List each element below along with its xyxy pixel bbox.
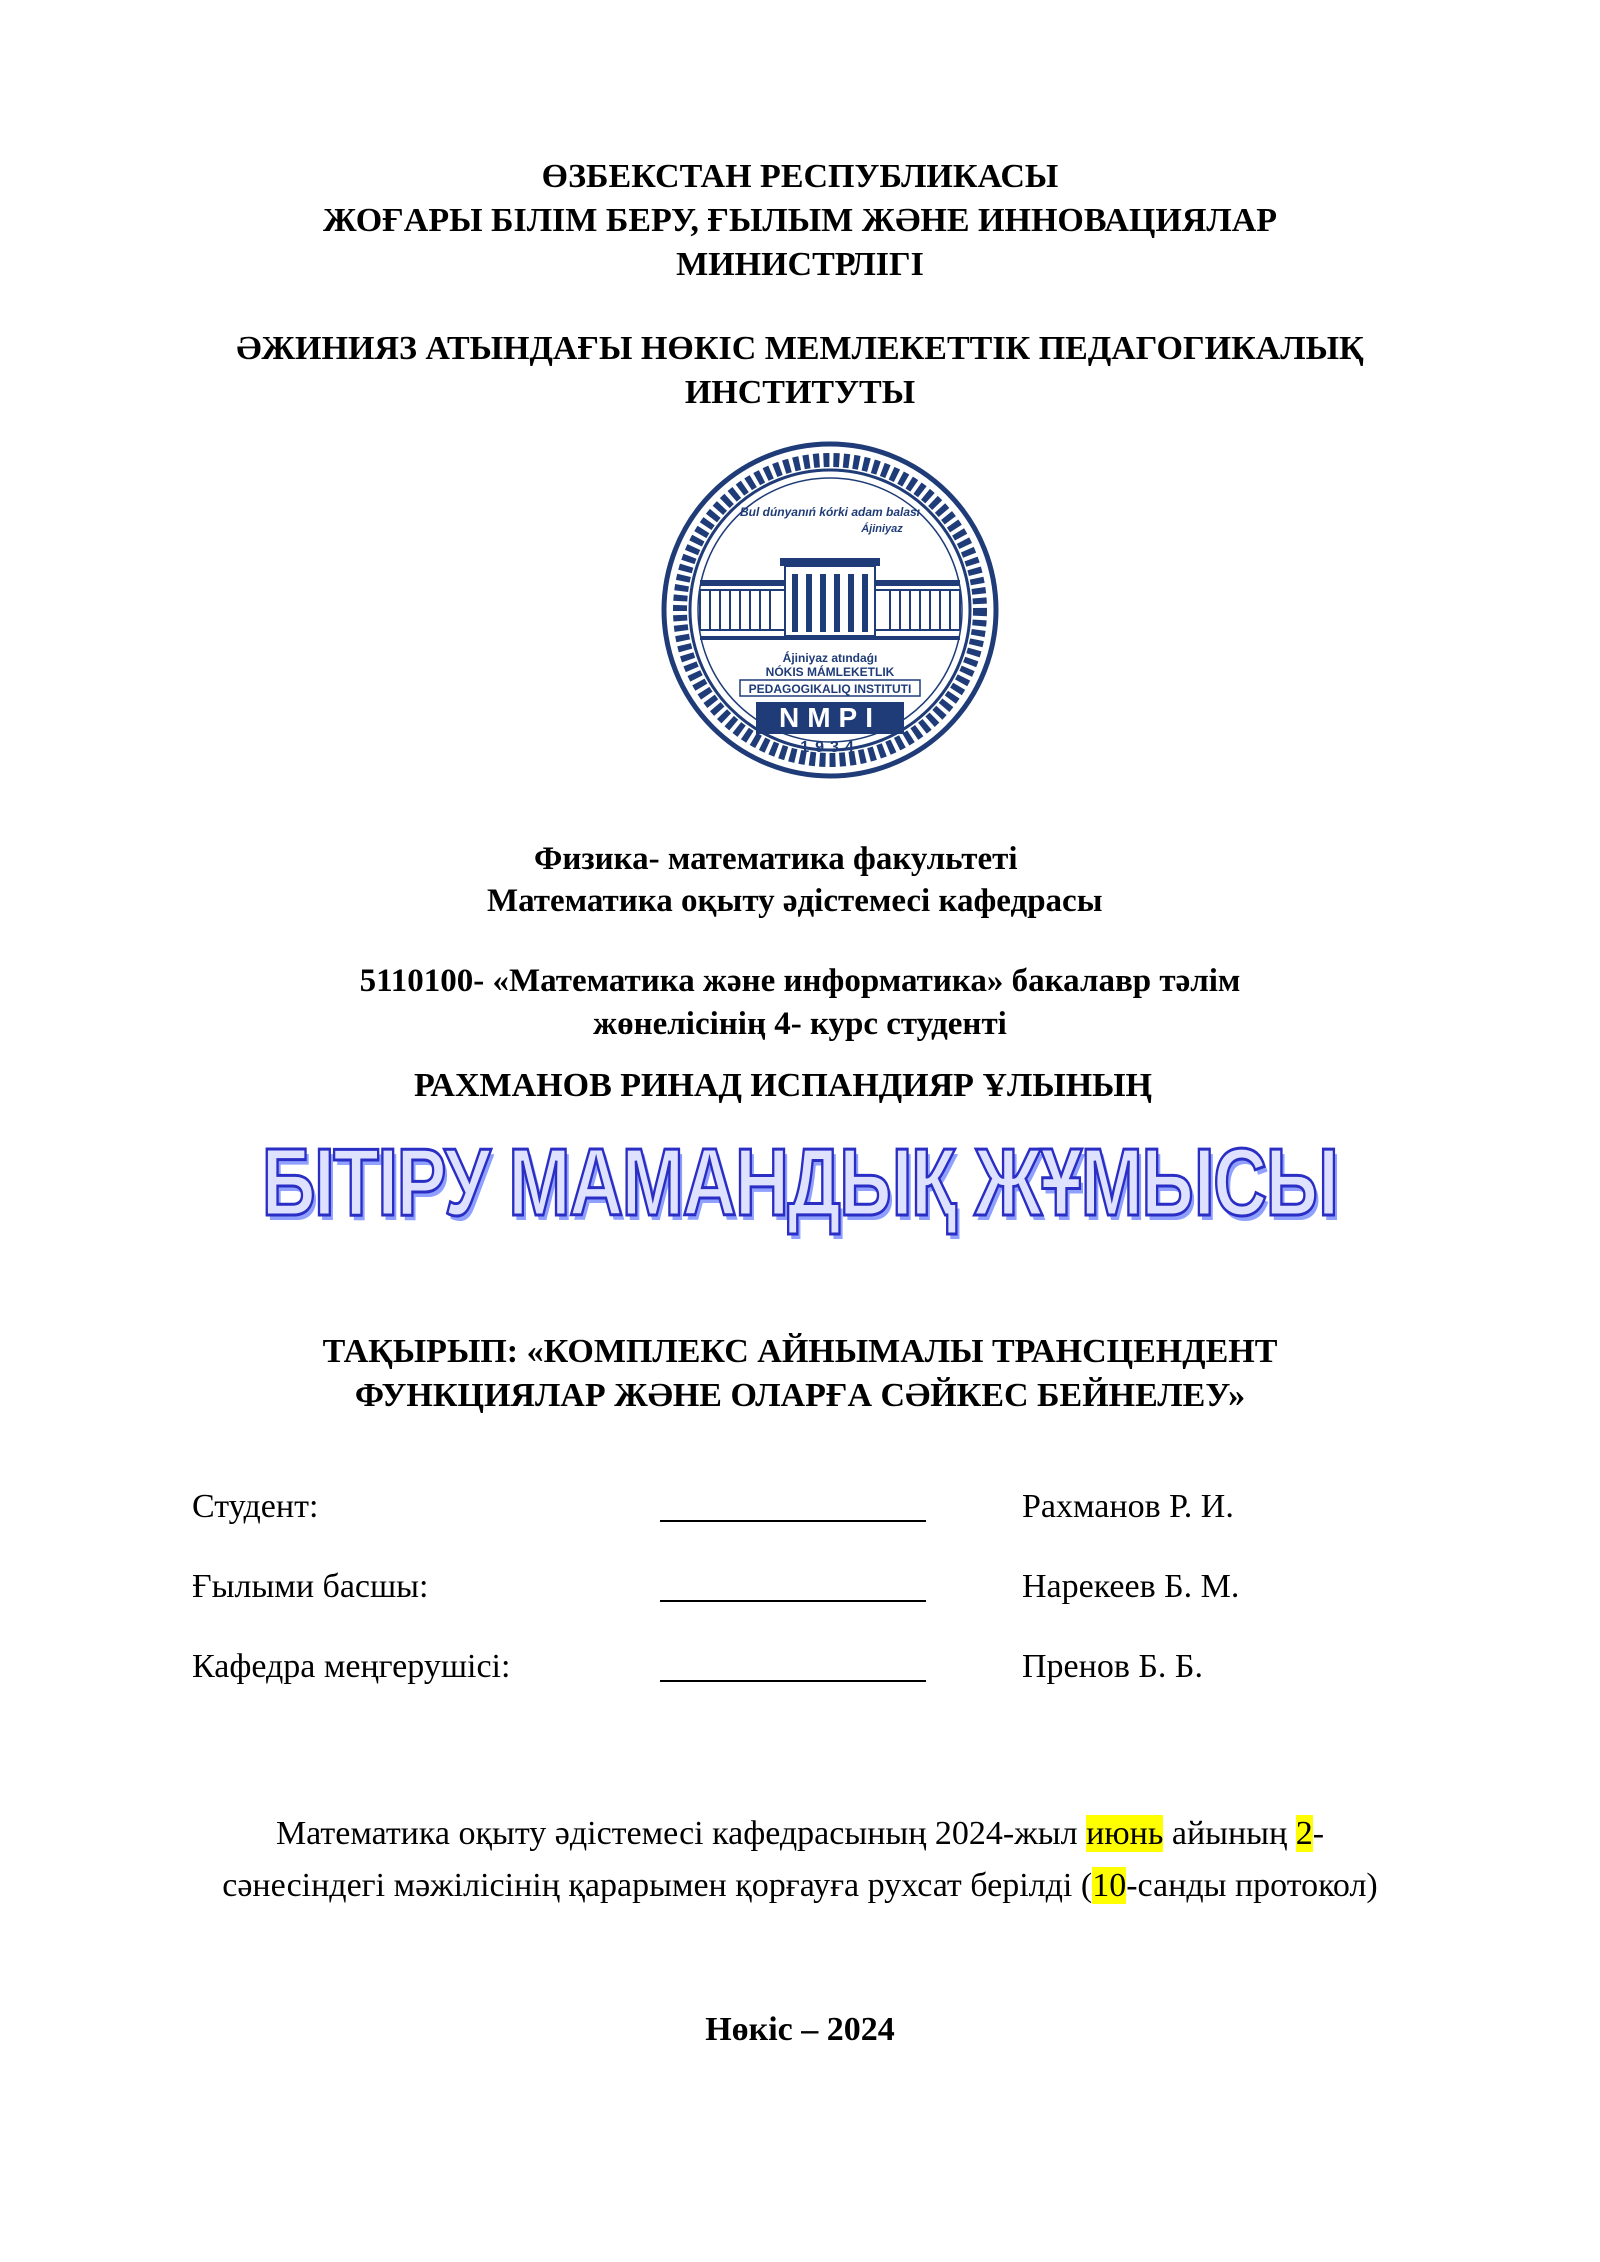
institute-logo bbox=[660, 440, 1000, 780]
approval-text-part: Математика оқыту әдістемесі кафедрасының 2024-жыл bbox=[275, 1815, 1087, 1852]
signature-name: Пренов Б. Б. bbox=[1022, 1648, 1203, 1685]
header-line-1: ӨЗБЕКСТАН РЕСПУБЛИКАСЫ bbox=[541, 158, 1059, 195]
signature-row-head bbox=[0, 1642, 1600, 1692]
student-name: РАХМАНОВ РИНАД ИСПАНДИЯР ҰЛЫНЫҢ bbox=[414, 1067, 1153, 1104]
approval-text-part: - bbox=[1312, 1815, 1325, 1852]
institute-line-2: ИНСТИТУТЫ bbox=[684, 374, 916, 411]
approval-line-1 bbox=[0, 1808, 1600, 1860]
signature-role: Студент: bbox=[192, 1488, 319, 1525]
approval-text-part: -санды протокол) bbox=[1126, 1867, 1378, 1904]
highlight-day: 2 bbox=[1295, 1815, 1313, 1852]
signature-row-advisor bbox=[0, 1562, 1600, 1612]
header-line-3: МИНИСТРЛІГІ bbox=[676, 246, 924, 283]
signature-row-student bbox=[0, 1482, 1600, 1532]
program-line-2: жөнелісінің 4- курс студенті bbox=[593, 1006, 1007, 1042]
faculty-line-1: Физика- математика факультеті bbox=[534, 841, 1018, 877]
logo-name-2: NÓKIS MÁMLEKETLIK bbox=[765, 665, 895, 679]
signature-role: Ғылыми басшы: bbox=[192, 1568, 429, 1605]
institute-name bbox=[0, 327, 1600, 415]
topic-line-2: ФУНКЦИЯЛАР ЖӘНЕ ОЛАРҒА СӘЙКЕС БЕЙНЕЛЕУ» bbox=[354, 1377, 1246, 1414]
approval-text bbox=[0, 1808, 1600, 1912]
highlight-protocol: 10 bbox=[1092, 1867, 1127, 1904]
approval-text-part: сәнесіндегі мәжілісінің қарарымен қорғауға рухсат берілді ( bbox=[222, 1867, 1093, 1904]
faculty-line-2: Математика оқыту әдістемесі кафедрасы bbox=[487, 883, 1103, 919]
highlight-month: июнь bbox=[1086, 1815, 1164, 1852]
work-title-wordart bbox=[0, 1128, 1600, 1238]
program-line-1: 5110100- «Математика және информатика» бакалавр тәлім bbox=[359, 963, 1241, 999]
signature-name: Рахманов Р. И. bbox=[1022, 1488, 1234, 1525]
topic-line-1: ТАҚЫРЫП: «КОМПЛЕКС АЙНЫМАЛЫ ТРАНСЦЕНДЕНТ bbox=[322, 1333, 1278, 1370]
logo-motto-1: Bul dúnyanıń kórki adam balası bbox=[739, 505, 921, 519]
signature-line bbox=[660, 1600, 926, 1602]
header-line-2: ЖОҒАРЫ БІЛІМ БЕРУ, ҒЫЛЫМ ЖӘНЕ ИННОВАЦИЯЛАР bbox=[322, 202, 1278, 239]
footer-city-year: Нөкіс – 2024 bbox=[705, 2011, 895, 2048]
signature-line bbox=[660, 1520, 926, 1522]
logo-year: 1934 bbox=[800, 739, 860, 756]
approval-line-2 bbox=[0, 1860, 1600, 1912]
work-title: БІТІРУ МАМАНДЫҚ ЖҰМЫСЫ bbox=[262, 1129, 1338, 1236]
logo-abbr: NMPI bbox=[779, 702, 881, 733]
ministry-header bbox=[0, 155, 1600, 287]
logo-motto-2: Ájiniyaz bbox=[861, 523, 903, 535]
signature-name: Нарекеев Б. М. bbox=[1022, 1568, 1240, 1605]
logo-name-1: Ájiniyaz atındaǵı bbox=[782, 651, 878, 665]
signature-line bbox=[660, 1680, 926, 1682]
topic bbox=[0, 1330, 1600, 1418]
signature-role: Кафедра меңгерушісі: bbox=[192, 1648, 511, 1685]
logo-name-3: PEDAGOGIKALIQ INSTITUTI bbox=[748, 682, 912, 696]
institute-line-1: ӘЖИНИЯЗ АТЫНДАҒЫ НӨКІС МЕМЛЕКЕТТІК ПЕДАГОГИКАЛЫҚ bbox=[236, 330, 1364, 367]
approval-text-part: айының bbox=[1163, 1815, 1296, 1852]
program-info bbox=[0, 960, 1600, 1046]
